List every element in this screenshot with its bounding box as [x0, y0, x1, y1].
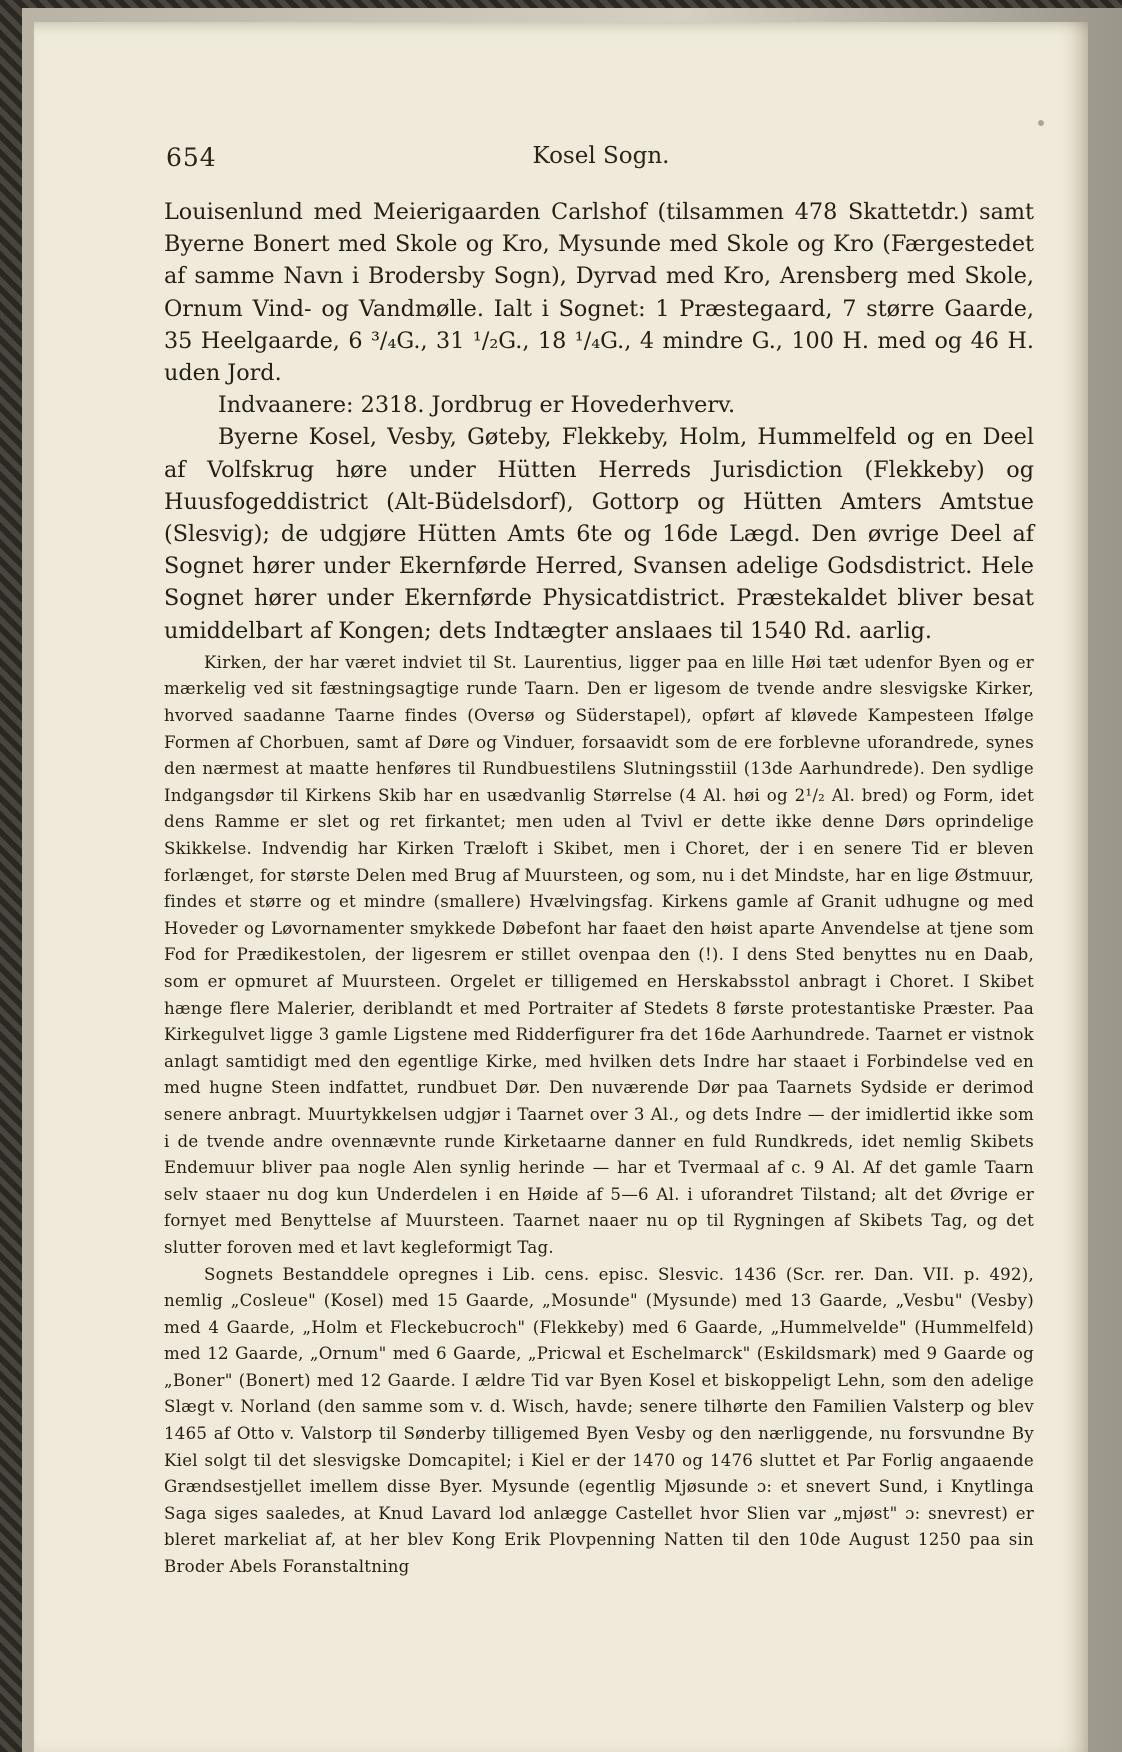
small-print-notes: [164, 650, 1034, 1581]
page-number: 654: [166, 143, 217, 172]
note-paragraph: Sognets Bestanddele opregnes i Lib. cens. episc. Slesvic. 1436 (Scr. rer. Dan. VII. p. 492), nemlig „Cosleue" (Kosel) med 15 Gaarde, „Mosunde" (Mysunde) med 13 Gaarde, „Vesbu" (Vesby) med 4 Gaarde, „Holm et Fleckebucroch" (Flekkeby) med 6 Gaarde, „Hummelvelde" (Hummelfeld) med 12 Gaarde, „Ornum" med 6 Gaarde, „Pricwal et Eschelmarck" (Eskildsmark) med 9 Gaarde og „Boner" (Bonert) med 12 Gaarde. I ældre Tid var Byen Kosel et biskoppeligt Lehn, som den adelige Slægt v. Norland (den samme som v. d. Wisch, havde; senere tilhørte den Familien Valsterp og blev 1465 af Otto v. Valstorp til Sønderby tilligemed Byen Vesby og den nærliggende, nu forsvundne By Kiel solgt til det slesvigske Domcapitel; i Kiel er der 1470 og 1476 sluttet et Par Forlig angaaende Grændsestjellet imellem disse Byer. Mysunde (egentlig Mjøsunde ɔ: et snevert Sund, i Knytlinga Saga siges saaledes, at Knud Lavard lod anlægge Castellet hvor Slien var „mjøst" ɔ: snevrest) er bleret markeliat af, at her blev Kong Erik Plovpenning Natten til den 10de August 1250 paa sin Broder Abels Foranstaltning: [164, 1264, 1034, 1577]
main-paragraph: Byerne Kosel, Vesby, Gøteby, Flekkeby, Holm, Hummelfeld og en Deel af Volfskrug høre under Hütten Herreds Jurisdiction (Flekkeby) og Huusfogeddistrict (Alt-Büdelsdorf), Gottorp og Hütten Amters Amtstue (Slesvig); de udgjøre Hütten Amts 6te og 16de Lægd. Den øvrige Deel af Sognet hører under Ekernførde Herred, Svansen adelige Godsdistrict. Hele Sognet hører under Ekernførde Physicatdistrict. Præstekaldet bliver besat umiddelbart af Kongen; dets Indtægter anslaaes til 1540 Rd. aarlig.: [164, 424, 1034, 644]
main-paragraph: Louisenlund med Meierigaarden Carlshof (tilsammen 478 Skattetdr.) samt Byerne Bonert med Skole og Kro, Mysunde med Skole og Kro (Færgestedet af samme Navn i Brodersby Sogn), Dyrvad med Kro, Arensberg med Skole, Ornum Vind- og Vandmølle. Ialt i Sognet: 1 Præstegaard, 7 større Gaarde, 35 Heelgaarde, 6 ³/₄G., 31 ¹/₂G., 18 ¹/₄G., 4 mindre G., 100 H. med og 46 H. uden Jord.: [164, 199, 1034, 387]
note-paragraph: Kirken, der har været indviet til St. Laurentius, ligger paa en lille Høi tæt udenfor Byen og er mærkelig ved sit fæstningsagtige runde Taarn. Den er ligesom de tvende andre slesvigske Kirker, hvorved saadanne Taarne findes (Oversø og Süderstapel), opført af kløvede Kampesteen Ifølge Formen af Chorbuen, samt af Døre og Vinduer, forsaavidt som de ere forblevne uforandrede, synes den nærmest at maatte henføres til Rundbuestilens Slutningsstiil (13de Aarhundrede). Den sydlige Indgangsdør til Kirkens Skib har en usædvanlig Størrelse (4 Al. høi og 2¹/₂ Al. bred) og Form, idet dens Ramme er slet og ret firkantet; men uden al Tvivl er dette ikke denne Dørs oprindelige Skikkelse. Indvendig har Kirken Træloft i Skibet, men i Choret, der i en senere Tid er bleven forlænget, for største Delen med Brug af Muursteen, og som, nu i det Mindste, har en lige Østmuur, findes et større og et mindre (smallere) Hvælvingsfag. Kirkens gamle af Granit udhugne og med Hoveder og Løvornamenter smykkede Døbefont har faaet den høist aparte Anvendelse at tjene som Fod for Prædikestolen, der ligesrem er stillet ovenpaa den (!). I dens Sted benyttes nu en Daab, som er opmuret af Muursteen. Orgelet er tilligemed en Herskabsstol anbragt i Choret. I Skibet hænge flere Malerier, deriblandt et med Portraiter af Stedets 8 første protestantiske Præster. Paa Kirkegulvet ligge 3 gamle Ligstene med Ridderfigurer fra det 16de Aarhundrede. Taarnet er vistnok anlagt samtidigt med den egentlige Kirke, med hvilken dets Indre har staaet i Forbindelse ved en med hugne Steen indfattet, rundbuet Dør. Den nuværende Dør paa Taarnets Sydside er derimod senere anbragt. Muurtykkelsen udgjør i Taarnet over 3 Al., og dets Indre — der imidlertid ikke som i de tvende andre ovennævnte runde Kirketaarne danner en fuld Rundkreds, idet nemlig Skibets Endemuur bliver paa nogle Alen synlig herinde — har et Tvermaal af c. 9 Al. Af det gamle Taarn selv staaer nu dog kun Underdelen i en Høide af 5—6 Al. i uforandret Tilstand; alt det Øvrige er fornyet med Benyttelse af Muursteen. Taarnet naaer nu op til Rygningen af Skibets Tag, og det slutter foroven med et lavt kegleformigt Tag.: [164, 652, 1034, 1257]
running-title: Kosel Sogn.: [532, 143, 670, 169]
main-paragraph: Indvaanere: 2318. Jordbrug er Hovederhverv.: [218, 392, 736, 419]
ink-smudge: [1038, 120, 1044, 126]
page-body: [164, 196, 1034, 1581]
page-header: [166, 143, 1036, 183]
main-text: [164, 196, 1034, 647]
